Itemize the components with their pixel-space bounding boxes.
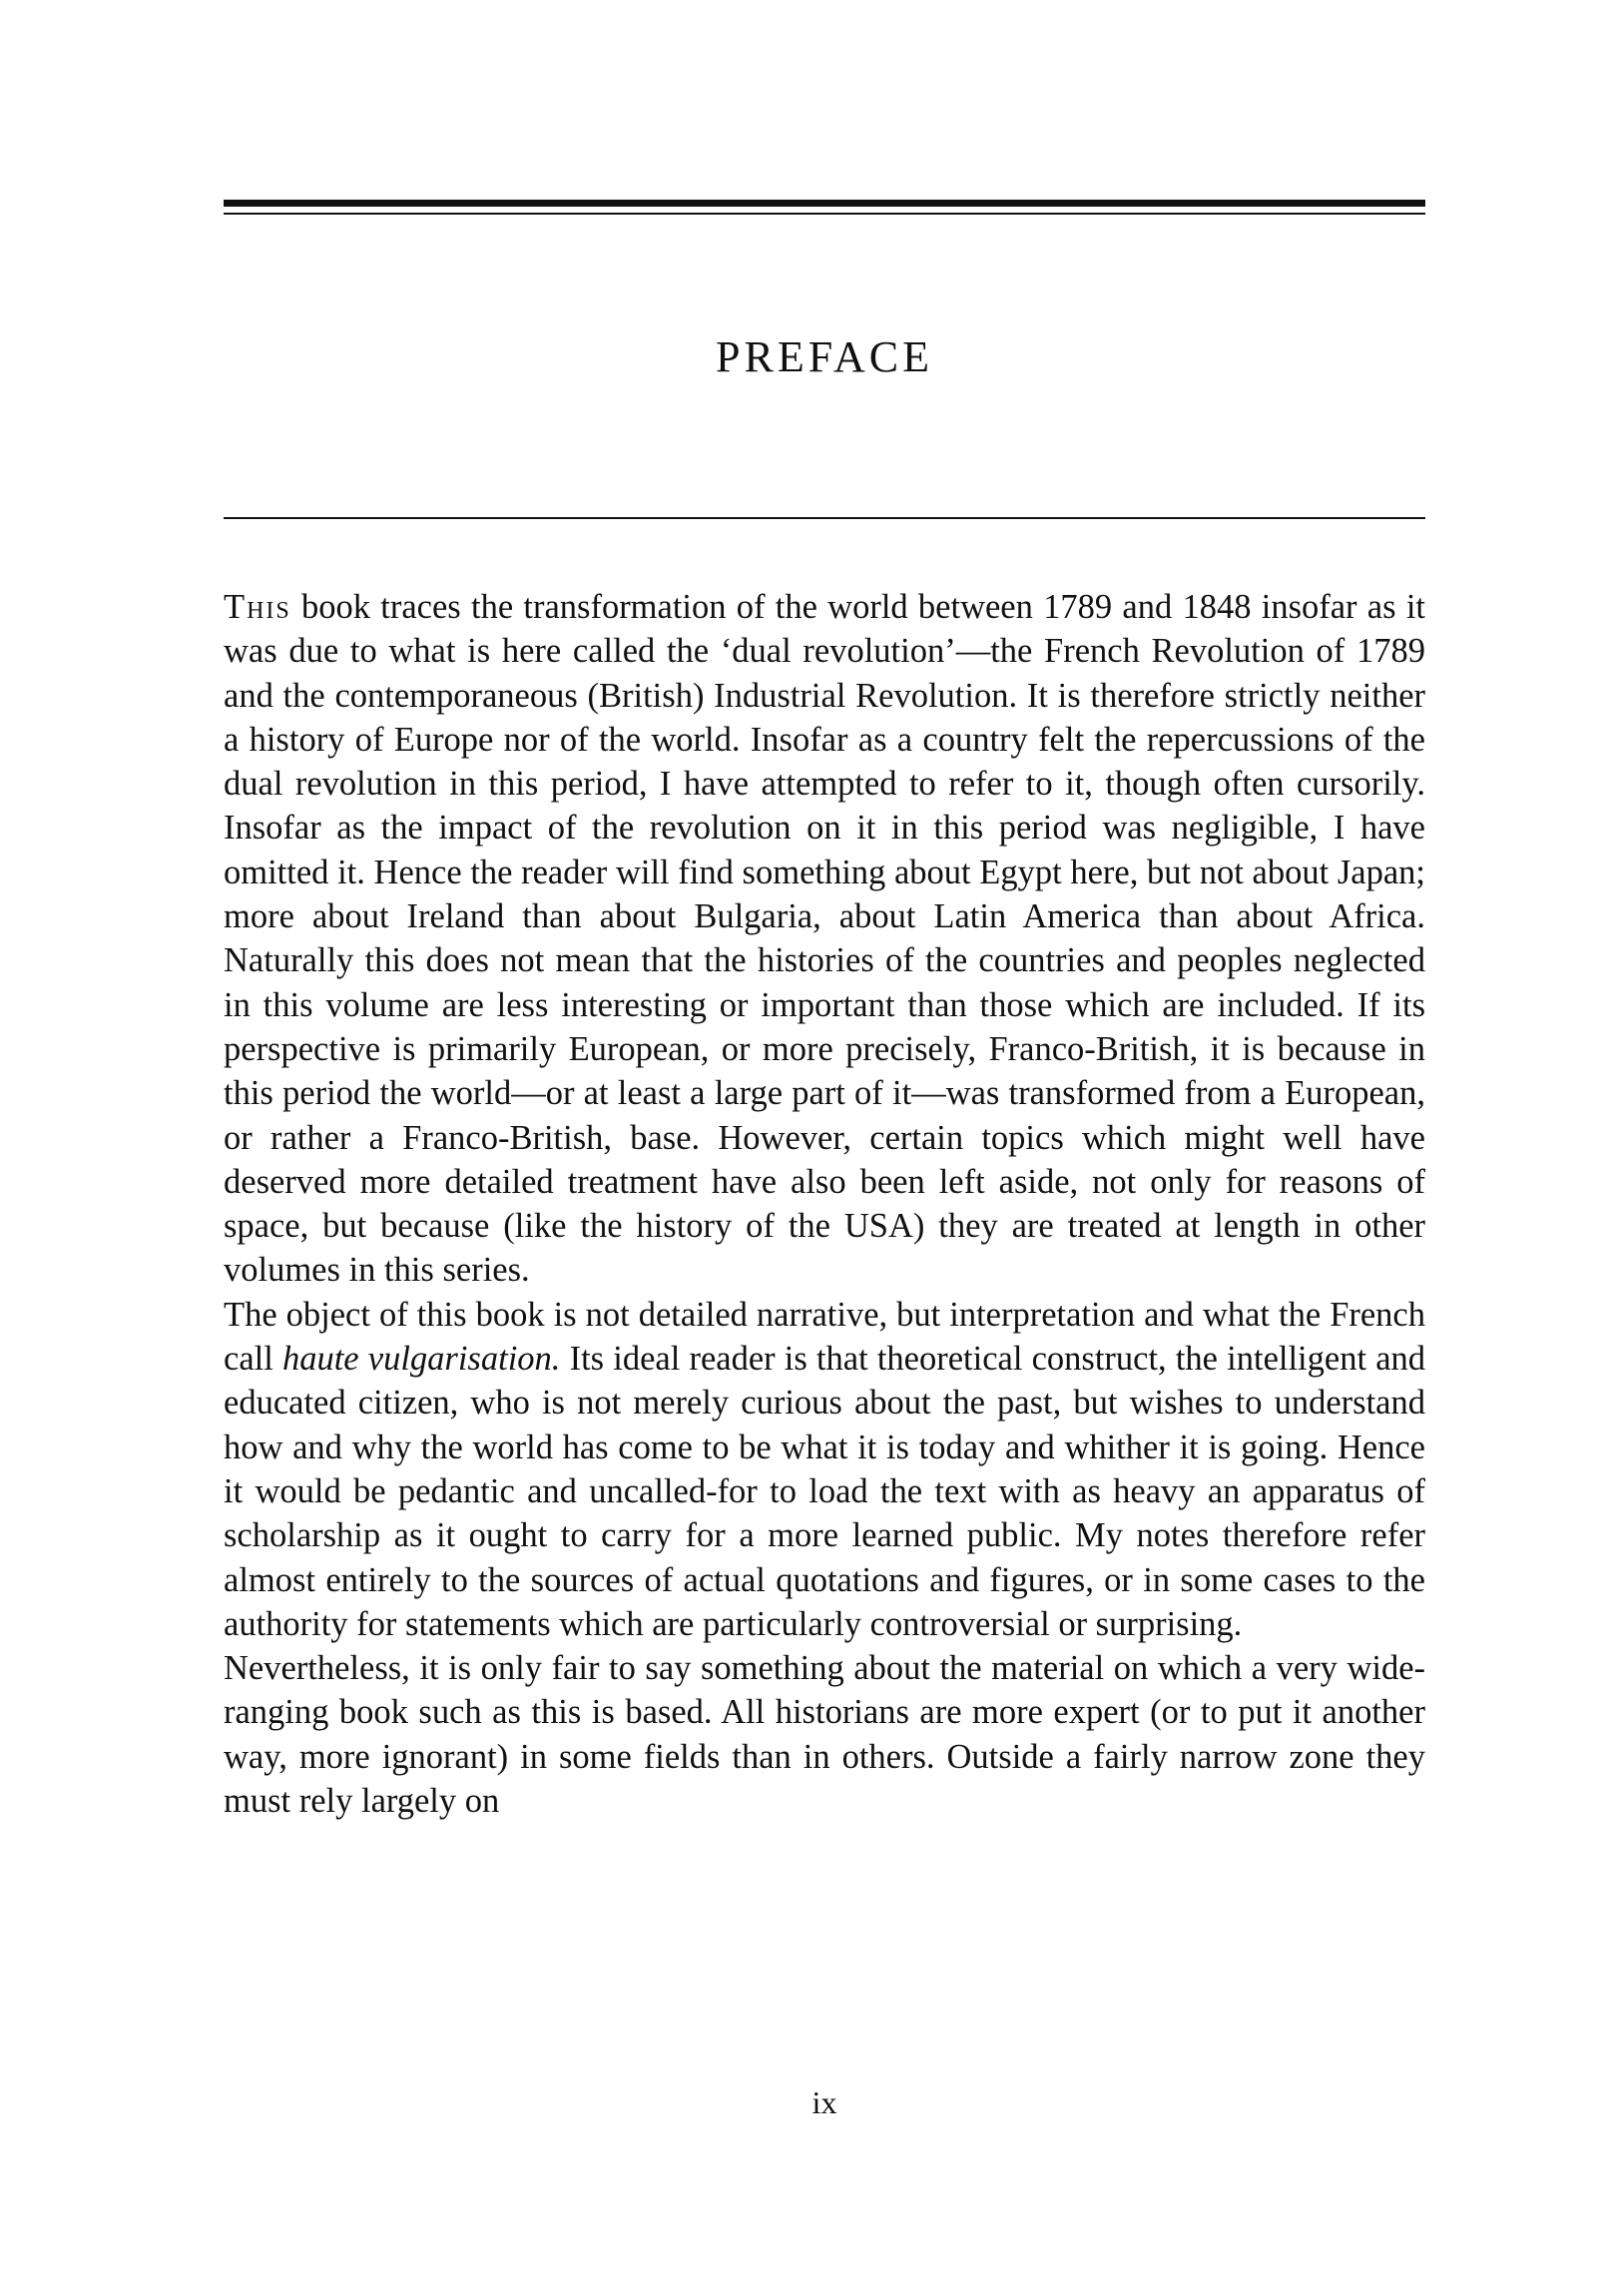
paragraph-lead: This xyxy=(224,588,291,626)
body-text xyxy=(224,585,1425,1823)
top-rule-thick xyxy=(224,200,1425,207)
page-number: ix xyxy=(811,2084,837,2120)
paragraph-text: The object of this book is not detailed narrative, but interpretation and what the French call xyxy=(224,1295,1425,1379)
italic-phrase: haute vulgarisation. xyxy=(281,1340,561,1379)
paragraph-text: Nevertheless, it is only fair to say something about the material on which a very wide-ranging book such as this is based. All historians are more expert (or to put it another way, more ignorant) in some fields than in others. Outside a fairly narrow zone they must rely largely on xyxy=(224,1649,1425,1821)
top-rule-thin xyxy=(224,213,1425,215)
paragraph-1 xyxy=(224,585,1425,1293)
paragraph-text: Its ideal reader is that theoretical construct, the intelligent and educated citizen, who is not merely curious about the past, but wishes to understand how and why the world has come to be what it is today and whither it is going. Hence it would be pedantic and uncalled-for to load the text with as heavy an apparatus of scholarship as it ought to carry for a more learned public. My notes therefore refer almost entirely to the sources of actual quotations and figures, or in some cases to the authority for statements which are particularly controversial or surprising. xyxy=(224,1340,1426,1643)
page-title: PREFACE xyxy=(716,332,933,381)
paragraph-text: book traces the transformation of the world between 1789 and 1848 insofar as it was due to what is here called the ‘dual revolution’—the French Revolution of 1789 and the contemporaneous (British) Industrial Revolution. It is therefore strictly neither a history of Europe nor of the world. Insofar as a country felt the repercussions of the dual revolution in this period, I have attempted to refer to it, though often cursorily. Insofar as the impact of the revolution on it in this period was negligible, I have omitted it. Hence the reader will find something about Egypt here, but not about Japan; more about Ireland than about Bulgaria, about Latin America than about Africa. Naturally this does not mean that the histories of the countries and peoples neglected in this volume are less interesting or important than those which are included. If its perspective is primarily European, or more precisely, Franco-British, it is because in this period the world—or at least a large part of it—was transformed from a European, or rather a Franco-British, base. However, certain topics which might well have deserved more detailed treatment have also been left aside, not only for reasons of space, but because (like the history of the USA) they are treated at length in other volumes in this series. xyxy=(224,588,1425,1290)
paragraph-3 xyxy=(224,1646,1425,1823)
paragraph-2 xyxy=(224,1293,1425,1646)
title-rule xyxy=(224,517,1425,519)
